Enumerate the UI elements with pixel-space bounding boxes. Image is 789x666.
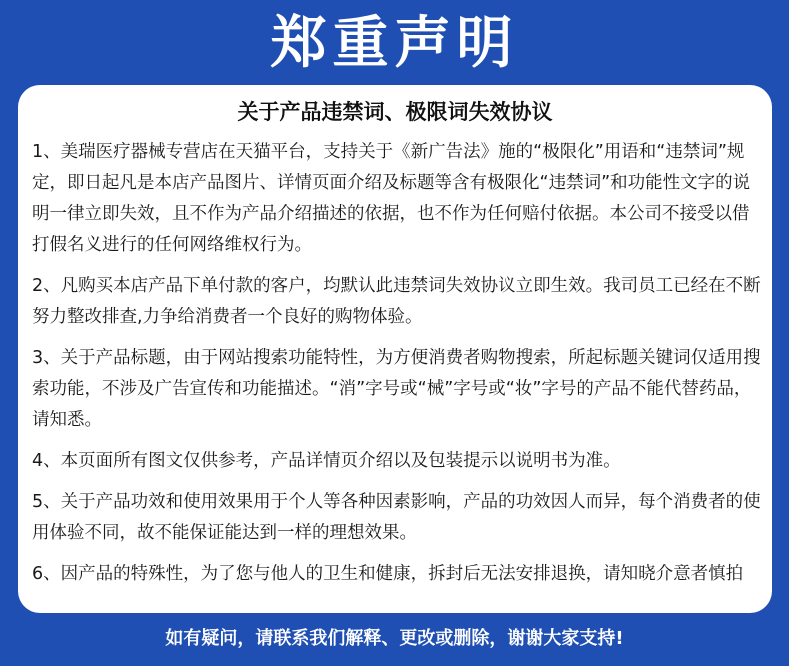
clause-1: 1、美瑞医疗器械专营店在天猫平台，支持关于《新广告法》施的“极限化”用语和“违禁词”规定，即日起凡是本店产品图片、详情页面介绍及标题等含有极限化“违禁词”和功能性文字的说明一律立即失效，且不作为产品介绍描述的依据，也不作为任何赔付依据。本公司不接受以借打假名义进行的任何网络维权行为。 [32,142,751,255]
clause-4: 4、本页面所有图文仅供参考，产品详情页介绍以及包装提示以说明书为准。 [32,451,621,471]
notice-card [18,85,772,613]
clause-list [32,137,762,600]
clause-2: 2、凡购买本店产品下单付款的客户，均默认此违禁词失效协议立即生效。我司员工已经在不断努力整改排查,力争给消费者一个良好的购物体验。 [32,276,761,327]
page-title: 郑重声明 [270,11,519,76]
footer-note: 如有疑问，请联系我们解释、更改或删除，谢谢大家支持! [165,628,624,649]
clause-3: 3、关于产品标题，由于网站搜索功能特性，为方便消费者购物搜索，所起标题关键词仅适用搜索功能，不涉及广告宣传和功能描述。“消”字号或“械”字号或“妆”字号的产品不能代替药品，请知悉。 [32,348,761,430]
notice-heading: 关于产品违禁词、极限词失效协议 [237,100,553,124]
clause-6: 6、因产品的特殊性，为了您与他人的卫生和健康，拆封后无法安排退换，请知晓介意者慎拍 [32,564,744,584]
clause-5: 5、关于产品功效和使用效果用于个人等各种因素影响，产品的功效因人而异，每个消费者的使用体验不同，故不能保证能达到一样的理想效果。 [32,492,761,543]
